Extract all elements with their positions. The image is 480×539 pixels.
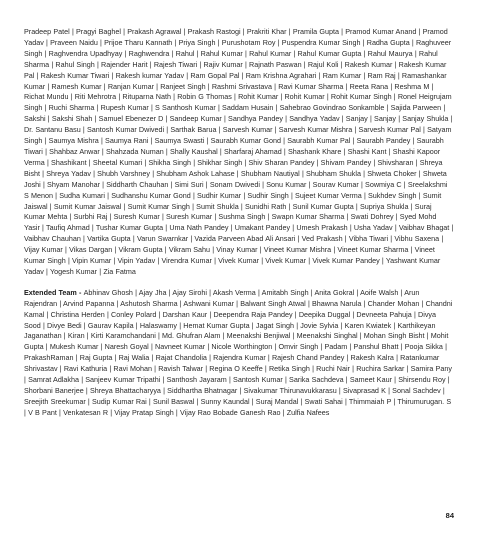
page-number: 84 xyxy=(445,511,454,520)
extended-team-names: Abhinav Ghosh | Ajay Jha | Ajay Sirohi | Akash Verma | Amitabh Singh | Anita Gokral | Aoife Walsh | Arun Rajendran | Arvind Papanna | Ashutosh Sharma | Ashwani Kumar | Balwant Singh Atwal | Bhawna Narula | Chander Mohan | Chandni Kamal | Christina Herden | Conley Polard | Darshan Kaur | Deependra Raja Pandey | Deepika Duggal | Devneeta Pahuja | Divya Sood | Divye Bedi | Gaurav Kapila | Halaswamy | Hemat Kumar Gupta | Jagat Singh | Jovie Sylvia | Karen Kwiatek | Karthikeyan Jaganathan | Kiran | Kirti Karamchandani | Md. Ghufran Alam | Meenakshi Benjiwal | Meenakshi Singhal | Mohan Singh Bisht | Mohit Gupta | Mukesh Kumar | Naresh Goyal | Navneet Kumar | Nicole Worthington | Omvir Singh | Padam | Panshul Bhatt | Pooja Sikka | PrakashRaman | Raj Gupta | Raj Walia | Rajat Chandolia | Rajendra Kumar | Rajesh Chand Pandey | Rakesh Kalra | Ratankumar Shrivastav | Ravi Kathuria | Ravi Mohan | Ravish Talwar | Regina O Keeffe | Retika Singh | Ruchi Nair | Ruchira Sarkar | Samira Pany | Samrat Adlakha | Sanjeev Kumar Tripathi | Santhosh Jayaram | Santosh Kumar | Sarika Sachdeva | Sameet Kaur | Shirsendu Roy | Shorbani Banerjee | Shreya Bhattacharyya | Siddhartha Bhatnagar | Sivakumar Thirunavukkarasu | Sivaprasad K | Sonal Sachdev | Sreejith Sreekumar | Sudip Kumar Rai | Sunil Baswal | Sunny Kaundal | Suraj Mandal | Swati Sahai | Thimmaiah P | Thirumurugan. S | V B Pant | Venkatesan R | Vijay Pratap Singh | Vijay Rao Bobade Ganesh Rao | Zulfia Nafees xyxy=(24,287,453,417)
extended-team-paragraph xyxy=(24,288,454,419)
names-list: Pradeep Patel | Pragyi Baghel | Prakash Agrawal | Prakash Rastogi | Prakriti Khar | Pramila Gupta | Pramod Kumar Anand | Pramod Yadav | Praveen Naidu | Prijoe Tharu Kannath | Priya Singh | Purushotam Roy | Puspendra Kumar Singh | Radha Gupta | Raghuveer Singh | Raghvendra Upadhyay | Raghwendra | Rahul | Rahul Kumar | Rahul Kumar | Rahul Kumar Gupta | Rahul Maurya | Rahul Sharma | Rahul Singh | Rajender Harit | Rajesh Tiwari | Rajiv Kumar | Rajnath Paswan | Rajul Koli | Rakesh Kumar | Rakesh Kumar Pal | Rakesh Kumar Tiwari | Rakesh kumar Yadav | Ram Gopal Pal | Ram Krishna Agrahari | Ram Kumar | Ram Raj | Ramashankar Kumar | Ramesh Kumar | Ranjan Kumar | Ranjeet Singh | Rashmi Srivastava | Ravi Kumar Sharma | Reeta Rana | Reshma M | Richat Mundu | Riti Mehrotra | Rituparna Nath | Robin G Thomas | Rohit Kumar | Rohit Kumar | Rohit Kumar Singh | Ronel Heigrujam Singh | Ruchi Sharma | Rupesh Kumar | S Santhosh Kumar | Saddam Husain | Sahebrao Govindrao Sonkamble | Sajida Parween | Sakshi | Sakshi Shah | Samuel Ebenezer D | Sandeep Kumar | Sandhya Pandey | Sandhya Yadav | Sanjay | Sanjay | Sanjay Shukla | Dr. Santanu Basu | Santosh Kumar Dwivedi | Sarthak Barua | Sarvesh Kumar | Sarvesh Kumar Mishra | Sarvesh Kumar Pal | Satyam Singh | Saumya Mishra | Saumya Rani | Saumya Swasti | Saurabh Kumar Gond | Saurabh Kumar Pal | Saurabh Pandey | Saurabh Tiwari | Shahbaz Anwar | Shahzada Numan | Shally Kaushal | Sharfaraj Ahamad | Shashank Khare | Shashi Kant | Shashi Kapoor Verma | Shashikant | Sheetal Kumari | Shikha Singh | Shikhar Singh | Shiv Sharan Pandey | Shivam Pandey | Shivsharan | Shreya Bisht | Shreya Yadav | Shubh Varshney | Shubham Ashok Lahase | Shubham Nautiyal | Shubham Shukla | Shweta Choker | Shweta Joshi | Shyam Manohar | Siddharth Chauhan | Simi Suri | Sonam Dwivedi | Sonu Kumar | Sourav Kumar | Sowmiya C | Sreelakshmi S Menon | Sudha Kumari | Sudhanshu Kumar Gond | Sudhir Kumar | Sudhir Singh | Sujeet Kumar Verma | Sukhdev Singh | Sumit Jaiswal | Sumit Kumar Jaiswal | Sumit Kumar Singh | Sumit Shukla | Sunidhi Rath | Sunil Kumar Gupta | Supriya Shukla | Suraj Kumar Mehta | Surbhi Raj | Suresh Kumar | Suresh Kumar | Sushma Singh | Swapn Kumar Sharma | Swati Dohrey | Syed Mohd Yasir | Taufiq Ahmad | Tushar Kumar Gupta | Uma Nath Pandey | Umakant Pandey | Umesh Prakash | Usha Yadav | Vaibhav Bhagat | Vaibhav Chauhan | Vartika Gupta | Varun Swarnkar | Vazida Parveen Abad Ali Ansari | Ved Prakash | Vibha Tiwari | Vibhu Saxena | Vijay Kumar | Vikas Dargan | Vikram Gupta | Vikram Sahu | Vinay Kumar | Vineet Kumar Mishra | Vineet Kumar Sharma | Vineet Kumar Singh | Vipin Kumar | Vipin Yadav | Virendra Kumar | Vivek Kumar | Vivek Kumar | Vivek Kumar Pandey | Yashwant Kumar Yadav | Yogesh Kumar | Zia Fatma xyxy=(24,27,454,276)
team-names-paragraph xyxy=(24,27,454,278)
credits-page xyxy=(24,27,454,419)
extended-team-heading: Extended Team - xyxy=(24,287,84,297)
